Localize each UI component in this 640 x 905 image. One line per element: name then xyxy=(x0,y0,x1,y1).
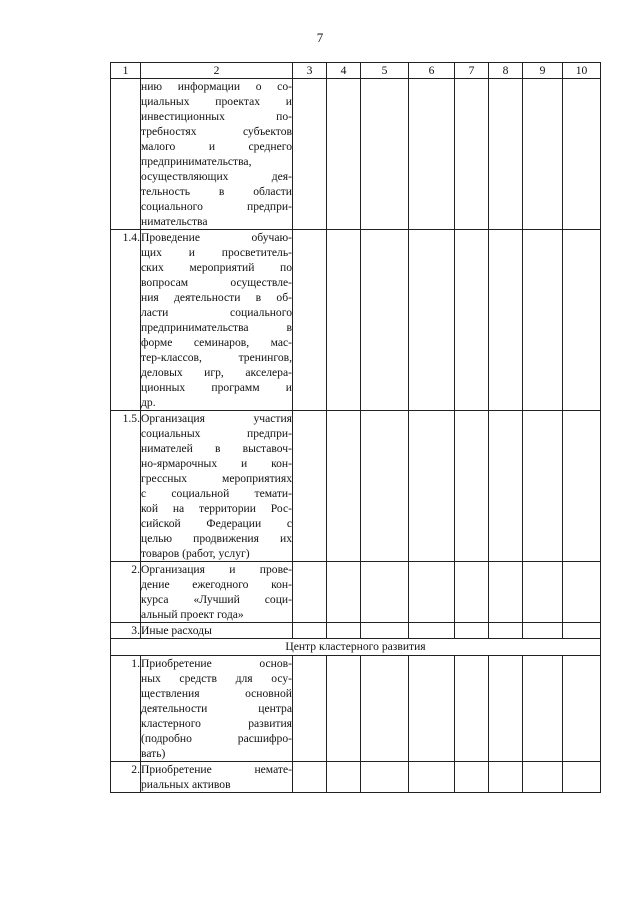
description-line: ских мероприятий по xyxy=(141,261,292,274)
description-line: социального предпри- xyxy=(141,200,292,213)
description-line: ных средств для осу- xyxy=(141,672,292,685)
empty-cell xyxy=(327,230,361,411)
empty-cell xyxy=(489,230,523,411)
item-number: 2. xyxy=(111,562,141,623)
description-line: целью продвижения их xyxy=(141,532,292,545)
empty-cell xyxy=(523,762,563,793)
header-cell: 10 xyxy=(563,63,601,79)
description-line: грессных мероприятиях xyxy=(141,472,292,485)
empty-cell xyxy=(293,562,327,623)
description-line: с социальной темати- xyxy=(141,487,292,500)
description-line: др. xyxy=(141,396,156,409)
item-number: 2. xyxy=(111,762,141,793)
header-cell: 1 xyxy=(111,63,141,79)
empty-cell xyxy=(523,411,563,562)
section-row xyxy=(111,639,601,656)
empty-cell xyxy=(563,230,601,411)
empty-cell xyxy=(293,411,327,562)
table-row xyxy=(111,562,601,623)
item-description xyxy=(141,230,293,411)
item-number: 3. xyxy=(111,623,141,639)
empty-cell xyxy=(361,230,409,411)
section-title: Центр кластерного развития xyxy=(111,639,601,656)
description-line: Приобретение немате- xyxy=(141,763,292,776)
description-line: вать) xyxy=(141,747,166,760)
empty-cell xyxy=(523,623,563,639)
description-line: осуществляющих дея- xyxy=(141,170,292,183)
description-line: Организация и прове- xyxy=(141,563,292,576)
item-number: 1.4. xyxy=(111,230,141,411)
header-cell: 6 xyxy=(409,63,455,79)
empty-cell xyxy=(489,79,523,230)
empty-cell xyxy=(523,230,563,411)
description-line: курса «Лучший соци- xyxy=(141,593,292,606)
item-description xyxy=(141,79,293,230)
item-description xyxy=(141,623,293,639)
empty-cell xyxy=(361,562,409,623)
empty-cell xyxy=(409,623,455,639)
empty-cell xyxy=(409,656,455,762)
description-line: деловых игр, акселера- xyxy=(141,366,292,379)
empty-cell xyxy=(327,656,361,762)
empty-cell xyxy=(455,230,489,411)
description-line: товаров (работ, услуг) xyxy=(141,547,250,560)
empty-cell xyxy=(361,411,409,562)
empty-cell xyxy=(523,562,563,623)
description-line: нимателей в выставоч- xyxy=(141,442,292,455)
description-line: Организация участия xyxy=(141,412,292,425)
description-line: форме семинаров, мас- xyxy=(141,336,292,349)
empty-cell xyxy=(327,562,361,623)
description-line: Проведение обучаю- xyxy=(141,231,292,244)
empty-cell xyxy=(361,656,409,762)
empty-cell xyxy=(489,623,523,639)
table-row xyxy=(111,411,601,562)
header-cell: 2 xyxy=(141,63,293,79)
item-number xyxy=(111,79,141,230)
empty-cell xyxy=(293,656,327,762)
description-line: кластерного развития xyxy=(141,717,292,730)
description-line: инвестиционных по- xyxy=(141,110,292,123)
budget-table xyxy=(110,62,601,793)
empty-cell xyxy=(455,411,489,562)
header-row xyxy=(111,63,601,79)
description-line: дение ежегодного кон- xyxy=(141,578,292,591)
table-row xyxy=(111,623,601,639)
table-row xyxy=(111,230,601,411)
header-cell: 9 xyxy=(523,63,563,79)
empty-cell xyxy=(327,411,361,562)
description-line: но-ярмарочных и кон- xyxy=(141,457,292,470)
page-number: 7 xyxy=(316,30,324,45)
empty-cell xyxy=(563,656,601,762)
empty-cell xyxy=(409,562,455,623)
empty-cell xyxy=(523,656,563,762)
description-line: сийской Федерации с xyxy=(141,517,292,530)
empty-cell xyxy=(327,623,361,639)
empty-cell xyxy=(455,762,489,793)
empty-cell xyxy=(563,79,601,230)
empty-cell xyxy=(563,762,601,793)
item-number: 1.5. xyxy=(111,411,141,562)
empty-cell xyxy=(409,411,455,562)
empty-cell xyxy=(489,562,523,623)
description-line: щих и просветитель- xyxy=(141,246,292,259)
description-line: циальных проектах и xyxy=(141,95,292,108)
empty-cell xyxy=(409,230,455,411)
description-line: альный проект года» xyxy=(141,608,244,621)
description-line: вопросам осуществле- xyxy=(141,276,292,289)
description-line: малого и среднего xyxy=(141,140,292,153)
header-cell: 7 xyxy=(455,63,489,79)
description-line: кой на территории Рос- xyxy=(141,502,292,515)
description-line: ласти социального xyxy=(141,306,292,319)
description-line: требностях субъектов xyxy=(141,125,292,138)
item-description xyxy=(141,656,293,762)
description-line: Иные расходы xyxy=(141,624,212,637)
empty-cell xyxy=(523,79,563,230)
empty-cell xyxy=(327,762,361,793)
description-line: ния деятельности в об- xyxy=(141,291,292,304)
description-line: тер-классов, тренингов, xyxy=(141,351,292,364)
empty-cell xyxy=(361,79,409,230)
description-line: ществления основной xyxy=(141,687,292,700)
empty-cell xyxy=(563,623,601,639)
header-cell: 3 xyxy=(293,63,327,79)
empty-cell xyxy=(361,762,409,793)
description-line: (подробно расшифро- xyxy=(141,732,292,745)
description-line: ционных программ и xyxy=(141,381,292,394)
description-line: предпринимательства, xyxy=(141,155,252,168)
empty-cell xyxy=(293,623,327,639)
empty-cell xyxy=(489,656,523,762)
description-line: социальных предпри- xyxy=(141,427,292,440)
item-description xyxy=(141,411,293,562)
table-row xyxy=(111,656,601,762)
empty-cell xyxy=(455,79,489,230)
empty-cell xyxy=(489,411,523,562)
description-line: деятельности центра xyxy=(141,702,292,715)
empty-cell xyxy=(563,562,601,623)
description-line: нию информации о со- xyxy=(141,80,292,93)
header-cell: 5 xyxy=(361,63,409,79)
empty-cell xyxy=(409,762,455,793)
item-description xyxy=(141,562,293,623)
item-number: 1. xyxy=(111,656,141,762)
empty-cell xyxy=(293,230,327,411)
empty-cell xyxy=(455,656,489,762)
empty-cell xyxy=(455,562,489,623)
description-line: нимательства xyxy=(141,215,208,228)
empty-cell xyxy=(489,762,523,793)
empty-cell xyxy=(409,79,455,230)
description-line: тельность в области xyxy=(141,185,292,198)
description-line: риальных активов xyxy=(141,778,231,791)
header-cell: 4 xyxy=(327,63,361,79)
empty-cell xyxy=(293,79,327,230)
empty-cell xyxy=(361,623,409,639)
item-description xyxy=(141,762,293,793)
empty-cell xyxy=(327,79,361,230)
description-line: предпринимательства в xyxy=(141,321,292,334)
description-line: Приобретение основ- xyxy=(141,657,292,670)
table-row xyxy=(111,762,601,793)
empty-cell xyxy=(455,623,489,639)
table-row xyxy=(111,79,601,230)
header-cell: 8 xyxy=(489,63,523,79)
empty-cell xyxy=(293,762,327,793)
empty-cell xyxy=(563,411,601,562)
